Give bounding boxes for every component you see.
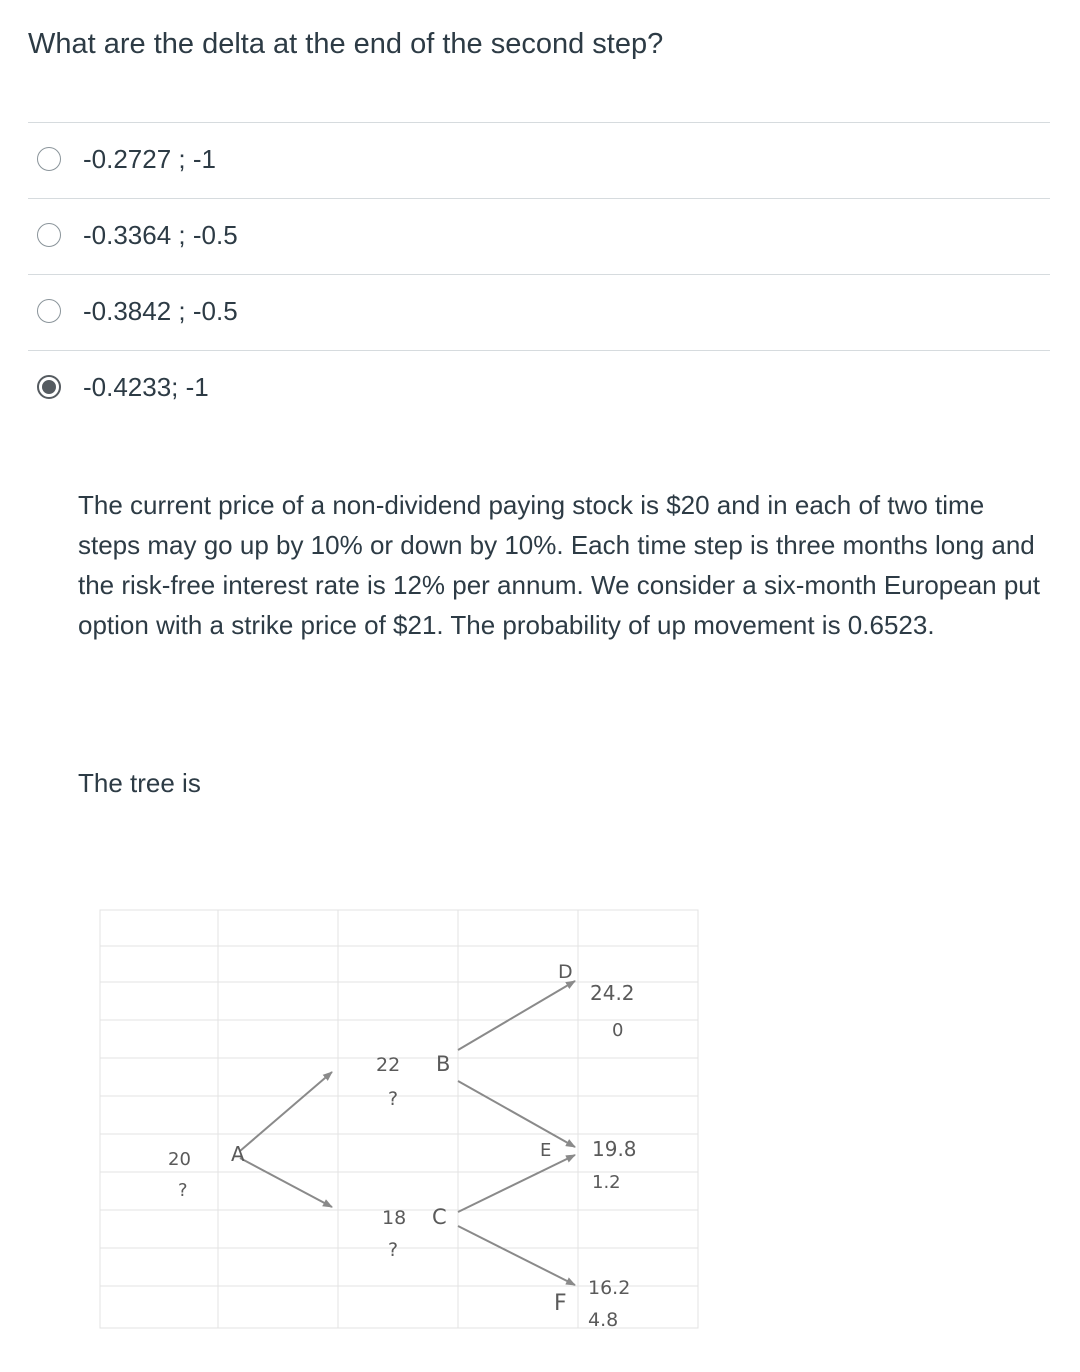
radio-button-3[interactable] [37,299,61,323]
node-d-price: 24.2 [590,981,635,1005]
question-description: The current price of a non-dividend paying stock is $20 and in each of two time steps may go up by 10% or down by 10%. Each time step is three months long and the risk-free interest rate is 12% per annum. We consider a six-month European put option with a strike price of $21. The probability of up movement is 0.6523. [78,490,1040,640]
node-c-letter: C [432,1205,447,1229]
branch-a-to-b [240,1072,332,1151]
node-c-price: 18 [382,1207,407,1229]
tree-node-c [382,1205,447,1261]
answer-option-3[interactable] [28,275,1050,351]
radio-button-1[interactable] [37,147,61,171]
radio-button-2[interactable] [37,223,61,247]
node-b-letter: B [436,1052,451,1076]
answer-option-1[interactable] [28,123,1050,199]
node-b-value: ? [388,1088,399,1110]
node-d-value: 0 [612,1020,624,1041]
grid-paper [100,910,698,1328]
branch-b-to-d [458,981,575,1050]
answer-option-4[interactable] [28,351,1050,426]
node-a-value: ? [178,1180,188,1201]
node-e-value: 1.2 [592,1172,621,1193]
tree-node-f [554,1277,630,1331]
tree-node-d [558,961,635,1041]
tree-node-b [376,1052,450,1110]
node-f-price: 16.2 [588,1277,631,1299]
answer-option-2[interactable] [28,199,1050,275]
node-f-letter: F [554,1291,567,1316]
node-a-letter: A [231,1142,245,1166]
branch-c-to-e [458,1155,575,1212]
node-d-letter: D [558,961,573,983]
tree-intro: The tree is [78,768,201,798]
node-c-value: ? [388,1239,399,1261]
node-a-price: 20 [168,1149,191,1170]
answer-label-4: -0.4233; -1 [83,372,209,402]
node-e-price: 19.8 [592,1137,637,1161]
answer-list [28,122,1050,426]
question-title: What are the delta at the end of the second step? [28,28,664,60]
answer-label-1: -0.2727 ; -1 [83,144,216,174]
branch-b-to-e [458,1081,575,1147]
answer-label-2: -0.3364 ; -0.5 [83,220,238,250]
branch-c-to-f [458,1226,575,1285]
branch-a-to-c [240,1158,332,1207]
node-f-value: 4.8 [588,1309,619,1331]
node-e-letter: E [540,1140,552,1161]
binomial-tree-figure [98,908,700,1332]
binomial-tree-svg [98,908,700,1332]
node-b-price: 22 [376,1054,401,1076]
answer-label-3: -0.3842 ; -0.5 [83,296,238,326]
radio-button-4-selected[interactable] [37,375,61,399]
tree-branches [240,981,575,1285]
